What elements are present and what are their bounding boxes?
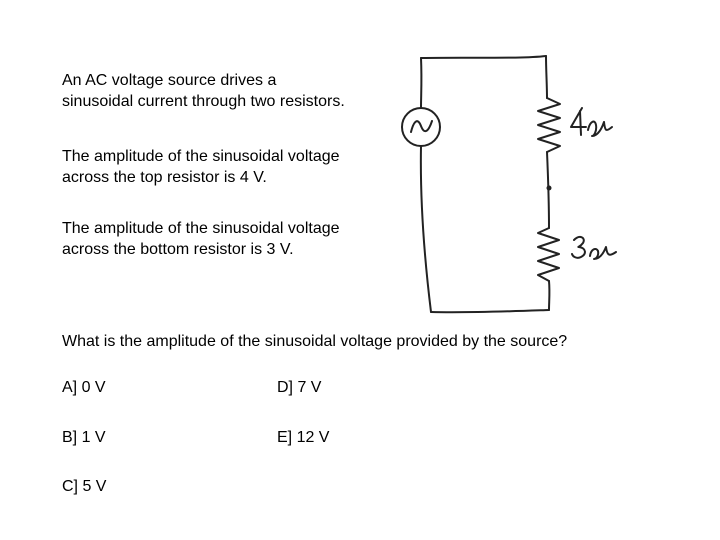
bottom-resistor-symbol (538, 228, 559, 281)
left-wire-lower (421, 146, 431, 312)
bottom-wire (431, 310, 549, 312)
answer-choice-a[interactable]: A] 0 V (62, 379, 106, 396)
junction-dot (547, 186, 552, 191)
right-wire-top (546, 56, 547, 98)
answer-choice-e[interactable]: E] 12 V (277, 429, 330, 446)
answer-choice-c[interactable]: C] 5 V (62, 478, 107, 495)
top-resistor-value-label-4-ohm (571, 108, 612, 136)
intro-line-2: sinusoidal current through two resistors. (62, 93, 345, 110)
top-resistor-paragraph (62, 146, 340, 188)
bottom-resistor-paragraph (62, 218, 340, 260)
ac-source-symbol (402, 108, 440, 146)
answer-choice-d[interactable]: D] 7 V (277, 379, 322, 396)
top-resistor-line-1: The amplitude of the sinusoidal voltage (62, 148, 340, 165)
ac-source-tilde-icon (411, 121, 432, 132)
intro-paragraph (62, 70, 345, 112)
bottom-resistor-line-2: across the bottom resistor is 3 V. (62, 241, 294, 258)
bottom-resistor-line-1: The amplitude of the sinusoidal voltage (62, 220, 340, 237)
question-text: What is the amplitude of the sinusoidal voltage provided by the source? (62, 333, 568, 350)
top-resistor-line-2: across the top resistor is 4 V. (62, 169, 267, 186)
middle-wire (547, 152, 549, 228)
answer-choice-b[interactable]: B] 1 V (62, 429, 106, 446)
top-wire (421, 56, 546, 58)
intro-line-1: An AC voltage source drives a (62, 72, 277, 89)
bottom-resistor-value-label-3-ohm (572, 237, 616, 259)
top-resistor-symbol (538, 98, 560, 152)
